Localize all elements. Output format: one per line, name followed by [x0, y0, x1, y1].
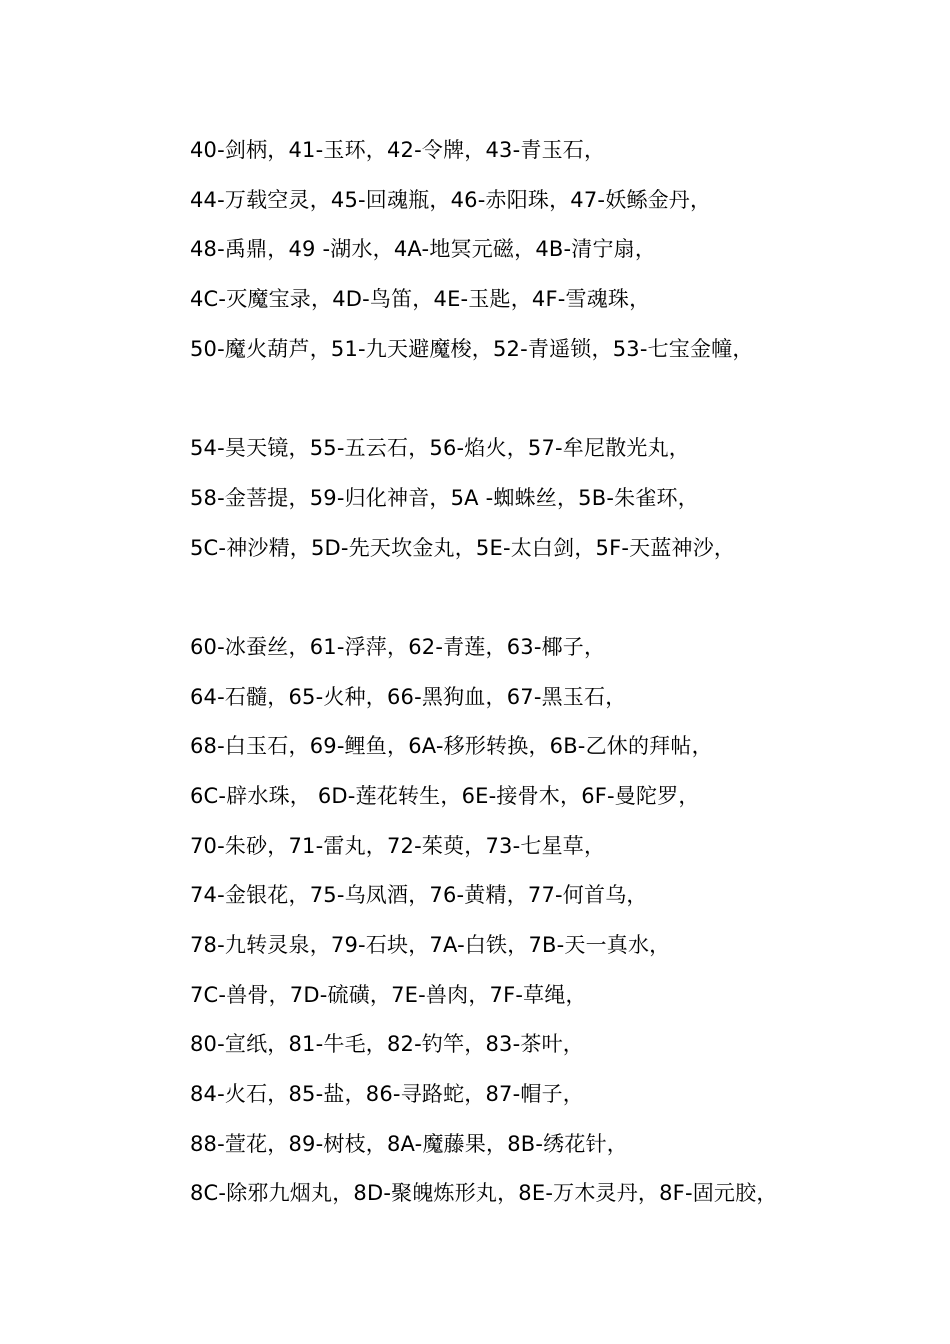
paragraph-gap — [190, 380, 890, 430]
text-line: 84-火石，85-盐，86-寻路蛇，87-帽子， — [190, 1082, 584, 1107]
text-line: 78-九转灵泉，79-石块，7A-白铁，7B-天一真水， — [190, 933, 671, 957]
text-line: 7C-兽骨，7D-硫磺，7E-兽肉，7F-草绳， — [190, 982, 587, 1007]
text-line: 54-昊天镜，55-五云石，56-焰火，57-牟尼散光丸， — [190, 436, 690, 461]
text-line: 6C-辟水珠， 6D-莲花转生，6E-接骨木，6F-曼陀罗， — [190, 783, 700, 808]
text-line: 80-宣纸，81-牛毛，82-钓竿，83-茶叶， — [190, 1032, 584, 1057]
text-line: 60-冰蚕丝，61-浮萍，62-青莲，63-椰子， — [190, 634, 606, 659]
text-line: 40-剑柄，41-玉环，42-令牌，43-青玉石， — [190, 138, 606, 162]
text-line: 50-魔火葫芦，51-九天避魔梭，52-青遥锁，53-七宝金幢， — [190, 336, 754, 361]
paragraph-gap — [190, 579, 890, 629]
text-line: 58-金菩提，59-归化神音，5A -蜘蛛丝，5B-朱雀环， — [190, 485, 699, 510]
text-line: 88-萱花，89-树枝，8A-魔藤果，8B-绣花针， — [190, 1131, 628, 1156]
text-line: 48-禹鼎，49 -湖水，4A-地冥元磁，4B-清宁扇， — [190, 237, 657, 262]
text-line: 5C-神沙精，5D-先天坎金丸，5E-太白剑，5F-天蓝神沙， — [190, 535, 736, 560]
text-line: 70-朱砂，71-雷丸，72-茱萸，73-七星草， — [190, 833, 606, 858]
document-body — [190, 132, 890, 1225]
text-line: 74-金银花，75-乌凤酒，76-黄精，77-何首乌， — [190, 883, 648, 908]
text-line: 64-石髓，65-火种，66-黑狗血，67-黑玉石， — [190, 684, 627, 709]
text-line: 8C-除邪九烟丸，8D-聚魄炼形丸，8E-万木灵丹，8F-固元胶， — [190, 1181, 778, 1206]
text-line: 4C-灭魔宝录，4D-鸟笛，4E-玉匙，4F-雪魂珠， — [190, 287, 651, 312]
text-line: 68-白玉石，69-鲤鱼，6A-移形转换，6B-乙休的拜帖， — [190, 734, 713, 759]
text-line: 44-万载空灵，45-回魂瓶，46-赤阳珠，47-妖鲧金丹， — [190, 187, 712, 212]
